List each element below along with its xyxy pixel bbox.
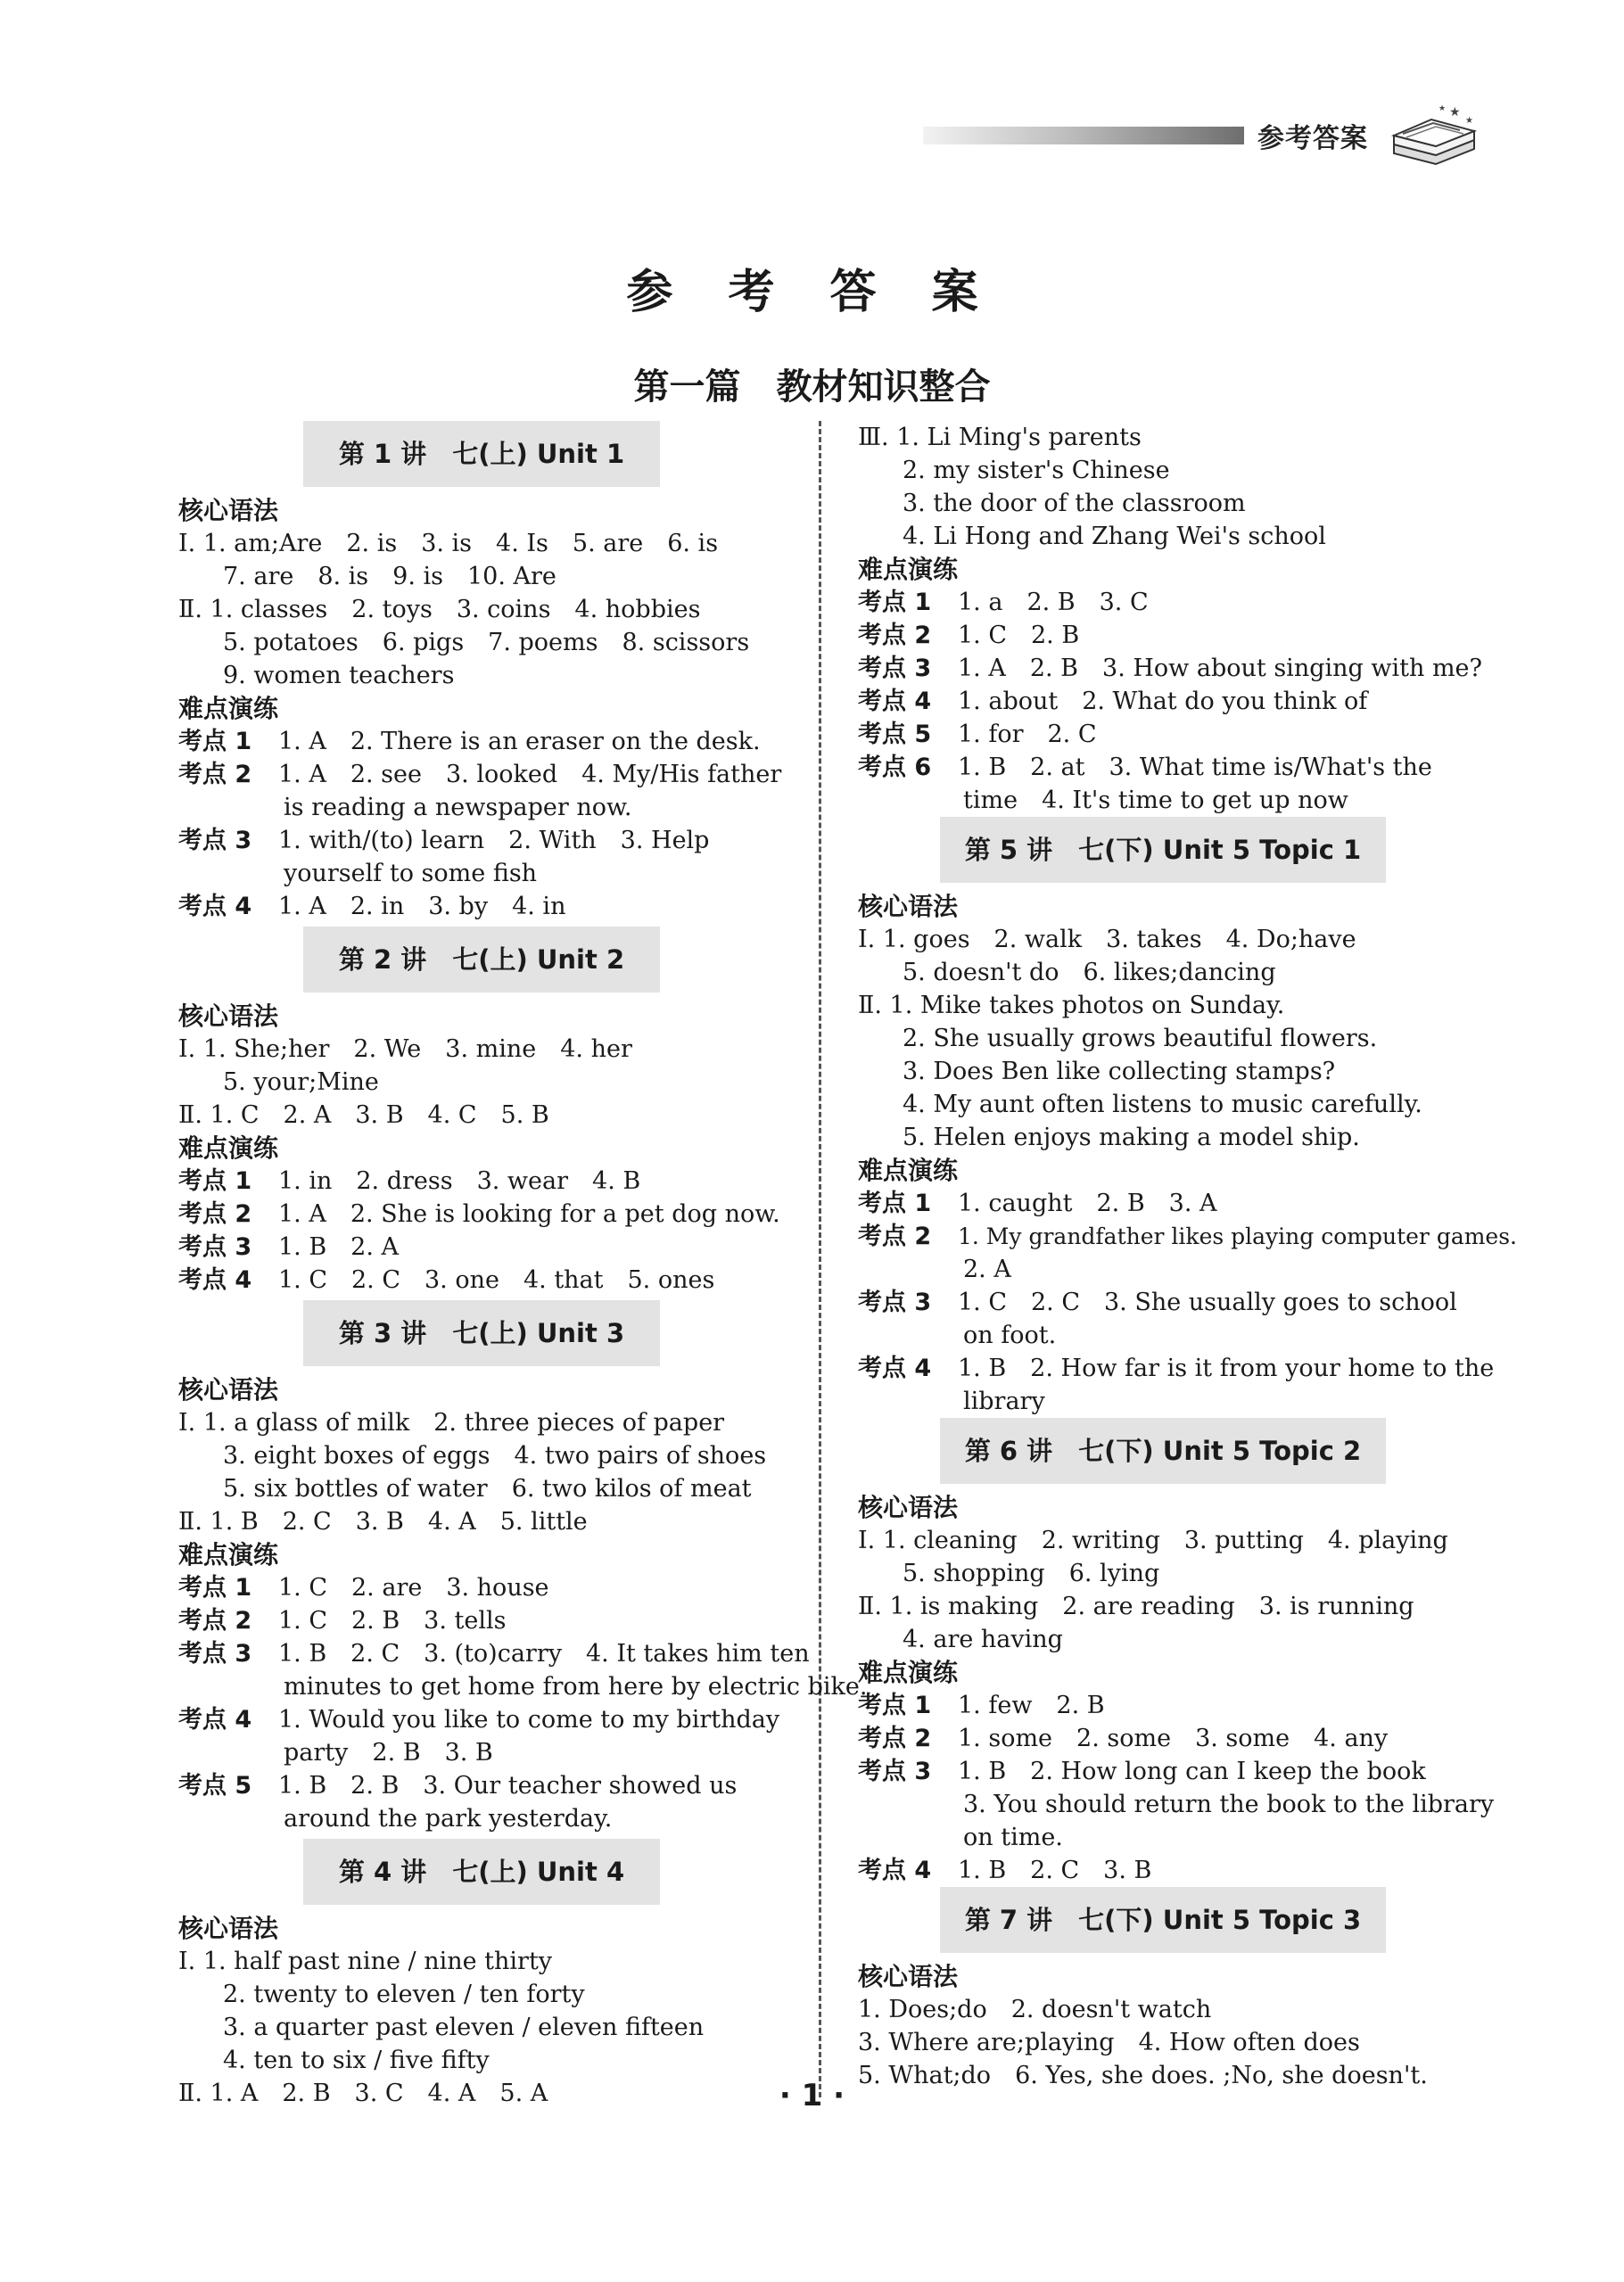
- answer-line: 考点 4 1. about 2. What do you think of: [858, 688, 1368, 715]
- section-heading: 核心语法: [178, 1001, 279, 1031]
- svg-text:★: ★: [1465, 116, 1473, 126]
- section-heading: 核心语法: [178, 1914, 279, 1943]
- answer-line: on foot.: [963, 1322, 1057, 1349]
- svg-text:★: ★: [1449, 105, 1461, 119]
- lesson-6-title: 第 6 讲 七(下) Unit 5 Topic 2: [940, 1418, 1386, 1484]
- answer-line: 2. She usually grows beautiful flowers.: [903, 1025, 1378, 1052]
- answer-line: Ⅰ. 1. a glass of milk 2. three pieces of paper: [178, 1409, 725, 1437]
- lesson-3-title: 第 3 讲 七(上) Unit 3: [303, 1300, 660, 1366]
- lesson-4-title: 第 4 讲 七(上) Unit 4: [303, 1839, 660, 1905]
- answer-line: 考点 4 1. B 2. How far is it from your home to the: [858, 1355, 1495, 1382]
- answer-line: around the park yesterday.: [284, 1805, 613, 1833]
- answer-line: 考点 1 1. caught 2. B 3. A: [858, 1190, 1217, 1217]
- answer-line: 4. Li Hong and Zhang Wei's school: [903, 523, 1326, 550]
- header-label: 参考答案: [1257, 123, 1368, 154]
- answer-line: 4. My aunt often listens to music carefully.: [903, 1091, 1422, 1118]
- answer-line: Ⅰ. 1. She;her 2. We 3. mine 4. her: [178, 1035, 632, 1063]
- left-column: [178, 421, 868, 2110]
- answer-line: minutes to get home from here by electric bike.: [284, 1673, 868, 1701]
- book-stack-icon: [1387, 100, 1480, 167]
- answer-line: 考点 3 1. C 2. C 3. She usually goes to school: [858, 1289, 1457, 1316]
- answer-line: 考点 5 1. for 2. C: [858, 721, 1097, 748]
- section-heading: 难点演练: [178, 694, 279, 723]
- answer-line: 考点 3 1. A 2. B 3. How about singing with me?: [858, 655, 1483, 682]
- answer-line: 5. What;do 6. Yes, she does. ;No, she doesn't.: [858, 2062, 1428, 2089]
- answer-line: 5. shopping 6. lying: [903, 1560, 1160, 1587]
- answer-line: Ⅱ. 1. B 2. C 3. B 4. A 5. little: [178, 1508, 588, 1536]
- lesson-2-title: 第 2 讲 七(上) Unit 2: [303, 927, 660, 993]
- answer-line: 考点 2 1. some 2. some 3. some 4. any: [858, 1725, 1389, 1752]
- answer-line: 4. are having: [903, 1626, 1063, 1653]
- answer-line: 考点 1 1. a 2. B 3. C: [858, 589, 1149, 616]
- answer-line: Ⅲ. 1. Li Ming's parents: [858, 424, 1142, 451]
- header-decor-bar: [923, 127, 1244, 144]
- answer-line: Ⅱ. 1. C 2. A 3. B 4. C 5. B: [178, 1101, 549, 1129]
- section-heading: 难点演练: [858, 1658, 959, 1687]
- column-divider: [819, 421, 821, 2097]
- answer-line: yourself to some fish: [284, 860, 538, 887]
- section-heading: 核心语法: [858, 1493, 959, 1522]
- lesson-1-title: 第 1 讲 七(上) Unit 1: [303, 421, 660, 487]
- lesson-5-title: 第 5 讲 七(下) Unit 5 Topic 1: [940, 817, 1386, 883]
- answer-line: 考点 2 1. My grandfather likes playing computer games.: [858, 1223, 1518, 1250]
- answer-line: is reading a newspaper now.: [284, 794, 632, 821]
- section-heading: 核心语法: [858, 892, 959, 921]
- answer-line: 3. eight boxes of eggs 4. two pairs of shoes: [223, 1442, 767, 1470]
- section-heading: 难点演练: [858, 1156, 959, 1185]
- right-column: [858, 421, 1518, 2092]
- answer-line: 7. are 8. is 9. is 10. Are: [223, 563, 556, 590]
- answer-line: 考点 2 1. A 2. see 3. looked 4. My/His father: [178, 761, 782, 788]
- answer-line: 2. A: [963, 1256, 1011, 1283]
- answer-line: Ⅱ. 1. Mike takes photos on Sunday.: [858, 992, 1285, 1019]
- answer-line: 考点 2 1. C 2. B: [858, 622, 1080, 649]
- answer-line: 考点 4 1. A 2. in 3. by 4. in: [178, 893, 566, 920]
- answer-line: 4. ten to six / five fifty: [223, 2047, 490, 2074]
- answer-line: 考点 1 1. few 2. B: [858, 1692, 1105, 1719]
- answer-line: 3. Where are;playing 4. How often does: [858, 2029, 1360, 2056]
- section-heading: 难点演练: [858, 555, 959, 584]
- answer-line: 2. my sister's Chinese: [903, 457, 1170, 484]
- section-heading: 核心语法: [178, 496, 279, 525]
- svg-text:★: ★: [1439, 104, 1447, 113]
- answer-line: library: [963, 1388, 1045, 1415]
- answer-line: 5. your;Mine: [223, 1068, 379, 1096]
- answer-line: 3. a quarter past eleven / eleven fifteen: [223, 2014, 705, 2041]
- answer-line: 3. the door of the classroom: [903, 490, 1246, 517]
- answer-line: Ⅱ. 1. classes 2. toys 3. coins 4. hobbies: [178, 596, 701, 623]
- answer-line: 3. You should return the book to the library: [963, 1791, 1495, 1818]
- part-title: 第一篇 教材知识整合: [633, 367, 991, 408]
- answer-line: 5. doesn't do 6. likes;dancing: [903, 959, 1276, 986]
- answer-line: party 2. B 3. B: [284, 1739, 493, 1767]
- answer-line: 考点 5 1. B 2. B 3. Our teacher showed us: [178, 1772, 738, 1800]
- answer-line: Ⅰ. 1. half past nine / nine thirty: [178, 1948, 553, 1975]
- answer-line: 考点 2 1. A 2. She is looking for a pet dog now.: [178, 1200, 780, 1228]
- answer-line: 考点 6 1. B 2. at 3. What time is/What's the: [858, 754, 1432, 781]
- answer-line: Ⅱ. 1. A 2. B 3. C 4. A 5. A: [178, 2080, 548, 2107]
- answer-line: 考点 4 1. Would you like to come to my birthday: [178, 1706, 780, 1734]
- section-heading: 难点演练: [178, 1133, 279, 1163]
- answer-line: Ⅰ. 1. goes 2. walk 3. takes 4. Do;have: [858, 926, 1356, 953]
- section-heading: 核心语法: [178, 1375, 279, 1405]
- answer-line: 5. potatoes 6. pigs 7. poems 8. scissors: [223, 629, 750, 656]
- answer-line: 3. Does Ben like collecting stamps?: [903, 1058, 1336, 1085]
- answer-line: 考点 3 1. B 2. C 3. (to)carry 4. It takes him ten: [178, 1640, 810, 1668]
- page-number: · 1 ·: [779, 2078, 845, 2113]
- page-title: 参 考 答 案: [626, 266, 998, 319]
- answer-line: 考点 3 1. B 2. How long can I keep the book: [858, 1758, 1426, 1785]
- answer-line: 2. twenty to eleven / ten forty: [223, 1981, 585, 2008]
- answer-line: Ⅰ. 1. cleaning 2. writing 3. putting 4. playing: [858, 1527, 1448, 1554]
- section-heading: 核心语法: [858, 1962, 959, 1991]
- lesson-7-title: 第 7 讲 七(下) Unit 5 Topic 3: [940, 1887, 1386, 1953]
- answer-line: 1. Does;do 2. doesn't watch: [858, 1996, 1212, 2023]
- answer-line: 5. six bottles of water 6. two kilos of meat: [223, 1475, 752, 1503]
- answer-line: on time.: [963, 1824, 1063, 1851]
- answer-line: Ⅰ. 1. am;Are 2. is 3. is 4. Is 5. are 6. is: [178, 530, 719, 557]
- answer-line: 5. Helen enjoys making a model ship.: [903, 1124, 1360, 1151]
- answer-line: 考点 4 1. C 2. C 3. one 4. that 5. ones: [178, 1266, 715, 1294]
- answer-line: 考点 3 1. with/(to) learn 2. With 3. Help: [178, 827, 710, 854]
- answer-line: 考点 1 1. A 2. There is an eraser on the desk.: [178, 728, 761, 755]
- section-heading: 难点演练: [178, 1540, 279, 1569]
- answer-line: 考点 1 1. C 2. are 3. house: [178, 1574, 549, 1602]
- answer-line: 9. women teachers: [223, 662, 455, 689]
- answer-line: 考点 3 1. B 2. A: [178, 1233, 400, 1261]
- answer-line: Ⅱ. 1. is making 2. are reading 3. is running: [858, 1593, 1414, 1620]
- answer-line: 考点 1 1. in 2. dress 3. wear 4. B: [178, 1167, 641, 1195]
- answer-line: time 4. It's time to get up now: [963, 787, 1348, 814]
- answer-line: 考点 2 1. C 2. B 3. tells: [178, 1607, 507, 1635]
- answer-line: 考点 4 1. B 2. C 3. B: [858, 1857, 1152, 1884]
